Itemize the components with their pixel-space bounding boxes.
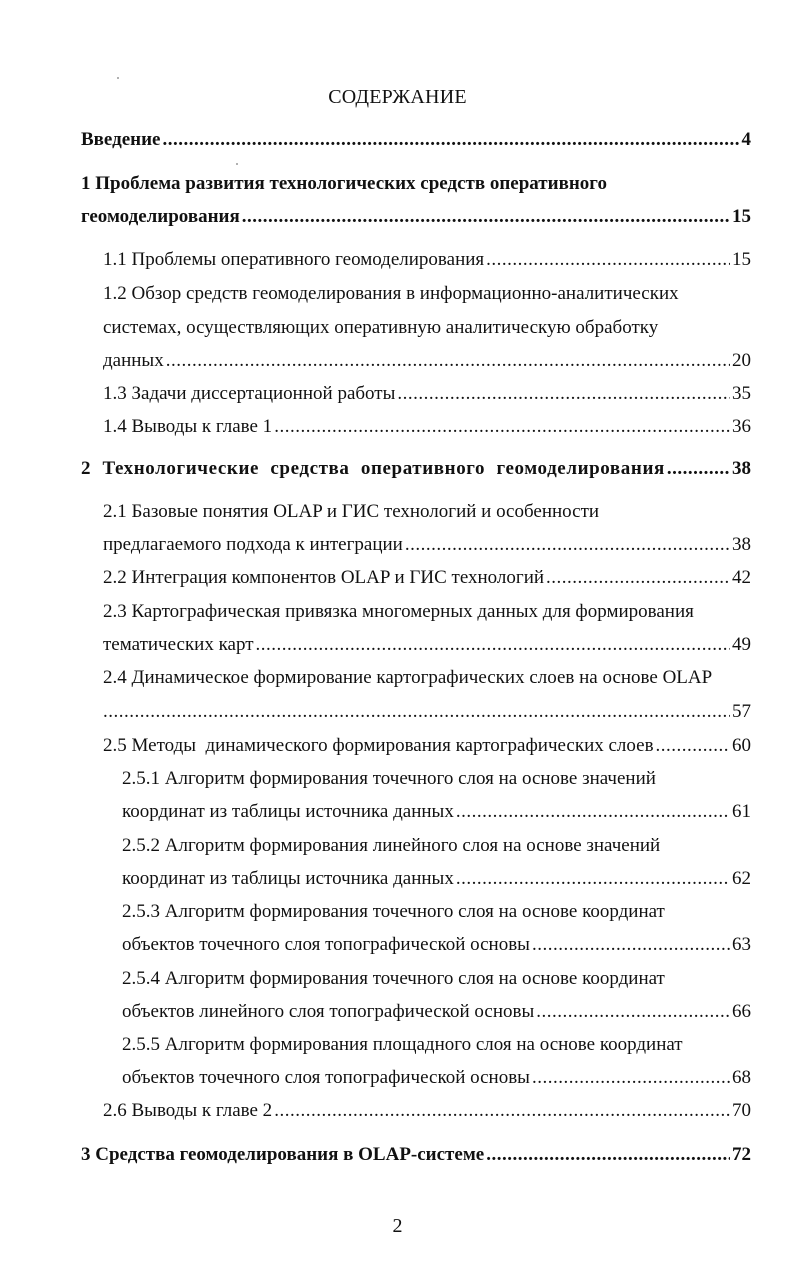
toc-entry-1-1[interactable] (103, 248, 751, 272)
toc-entry-label: данных (103, 350, 164, 371)
toc-page-number: 4 (741, 129, 751, 150)
leader-dots (103, 700, 730, 724)
toc-entry-2-3[interactable] (103, 633, 751, 657)
leader-dots (532, 933, 730, 957)
toc-entry-2-1-line1[interactable]: 2.1 Базовые понятия OLAP и ГИС технологий и особенности (103, 501, 600, 522)
toc-entry-label: объектов точечного слоя топографической основы (122, 1067, 530, 1088)
toc-entry-1-2-line2[interactable]: системах, осуществляющих оперативную аналитическую обработку (103, 317, 659, 338)
toc-page-number: 38 (732, 458, 751, 479)
toc-page-number: 35 (732, 383, 751, 404)
toc-page-number: 63 (732, 934, 751, 955)
leader-dots (656, 734, 730, 758)
toc-entry-label: 2 Технологические средства оперативного геомоделирования (81, 458, 665, 479)
toc-entry-label: геомоделирования (81, 206, 240, 227)
toc-entry-ch3[interactable] (81, 1143, 751, 1167)
leader-dots (456, 800, 730, 824)
toc-entry-2-5-1[interactable] (122, 800, 751, 824)
toc-entry-label: объектов линейного слоя топографической основы (122, 1001, 535, 1022)
scan-speck (236, 163, 238, 165)
scan-speck (117, 77, 119, 79)
toc-entry-ch2[interactable] (81, 457, 751, 481)
leader-dots (163, 128, 740, 152)
toc-entry-label: 2.2 Интеграция компонентов OLAP и ГИС технологий (103, 567, 545, 588)
toc-entry-label: 1.3 Задачи диссертационной работы (103, 383, 396, 404)
toc-entry-label: 2.5 Методы динамического формирования картографических слоев (103, 735, 654, 756)
toc-title: СОДЕРЖАНИЕ (328, 86, 467, 108)
leader-dots (256, 633, 730, 657)
toc-entry-1-2-line1[interactable]: 1.2 Обзор средств геомоделирования в информационно-аналитических (103, 283, 679, 304)
toc-entry-2-5-2[interactable] (122, 867, 751, 891)
leader-dots (667, 457, 730, 481)
leader-dots (242, 205, 730, 229)
toc-entry-2-5[interactable] (103, 734, 751, 758)
toc-entry-2-3-line1[interactable]: 2.3 Картографическая привязка многомерных данных для формирования (103, 601, 694, 622)
toc-entry-label: 3 Средства геомоделирования в OLAP-системе (81, 1144, 485, 1165)
toc-entry-ch1-line1[interactable]: 1 Проблема развития технологических средств оперативного (81, 173, 607, 194)
toc-page-number: 60 (732, 735, 751, 756)
leader-dots (166, 349, 730, 373)
toc-entry-2-5-1-line1[interactable]: 2.5.1 Алгоритм формирования точечного слоя на основе значений (122, 768, 656, 789)
toc-page-number: 70 (732, 1100, 751, 1121)
toc-entry-ch1[interactable] (81, 205, 751, 229)
toc-page-number: 15 (732, 206, 751, 227)
toc-entry-2-5-5[interactable] (122, 1066, 751, 1090)
toc-entry-1-3[interactable] (103, 382, 751, 406)
toc-entry-label: 2.6 Выводы к главе 2 (103, 1100, 273, 1121)
toc-page-number: 68 (732, 1067, 751, 1088)
toc-entry-2-5-3-line1[interactable]: 2.5.3 Алгоритм формирования точечного слоя на основе координат (122, 901, 665, 922)
leader-dots (405, 533, 730, 557)
toc-entry-label: объектов точечного слоя топографической основы (122, 934, 530, 955)
toc-entry-label: 1.1 Проблемы оперативного геомоделирования (103, 249, 485, 270)
toc-page-number: 15 (732, 249, 751, 270)
toc-entry-2-5-3[interactable] (122, 933, 751, 957)
toc-entry-2-4[interactable] (103, 700, 751, 724)
toc-entry-label: 1.4 Выводы к главе 1 (103, 416, 273, 437)
leader-dots (274, 1099, 730, 1123)
toc-page-number: 72 (732, 1144, 751, 1165)
toc-entry-2-4-line1[interactable]: 2.4 Динамическое формирование картографических слоев на основе OLAP (103, 667, 713, 688)
toc-page-number: 62 (732, 868, 751, 889)
leader-dots (536, 1000, 730, 1024)
toc-entry-2-2[interactable] (103, 566, 751, 590)
toc-page-number: 20 (732, 350, 751, 371)
toc-entry-label: Введение (81, 129, 161, 150)
toc-entry-2-5-2-line1[interactable]: 2.5.2 Алгоритм формирования линейного слоя на основе значений (122, 835, 661, 856)
toc-page-number: 36 (732, 416, 751, 437)
toc-entry-2-1[interactable] (103, 533, 751, 557)
toc-page-number: 38 (732, 534, 751, 555)
leader-dots (456, 867, 730, 891)
toc-entry-2-5-5-line1[interactable]: 2.5.5 Алгоритм формирования площадного слоя на основе координат (122, 1034, 683, 1055)
toc-page-number: 61 (732, 801, 751, 822)
toc-entry-1-2[interactable] (103, 349, 751, 373)
toc-entry-label: тематических карт (103, 634, 254, 655)
toc-entry-label: координат из таблицы источника данных (122, 868, 454, 889)
leader-dots (546, 566, 730, 590)
leader-dots (486, 1143, 730, 1167)
toc-entry-label: предлагаемого подхода к интеграции (103, 534, 403, 555)
leader-dots (274, 415, 730, 439)
toc-entry-label: координат из таблицы источника данных (122, 801, 454, 822)
toc-entry-2-5-4-line1[interactable]: 2.5.4 Алгоритм формирования точечного слоя на основе координат (122, 968, 665, 989)
toc-page-number: 57 (732, 701, 751, 722)
leader-dots (532, 1066, 730, 1090)
leader-dots (397, 382, 730, 406)
toc-entry-2-5-4[interactable] (122, 1000, 751, 1024)
toc-page-number: 49 (732, 634, 751, 655)
page-number: 2 (392, 1215, 403, 1237)
toc-entry-intro[interactable] (81, 128, 751, 152)
toc-entry-1-4[interactable] (103, 415, 751, 439)
toc-entry-2-6[interactable] (103, 1099, 751, 1123)
toc-page-number: 42 (732, 567, 751, 588)
toc-page-number: 66 (732, 1001, 751, 1022)
leader-dots (486, 248, 730, 272)
